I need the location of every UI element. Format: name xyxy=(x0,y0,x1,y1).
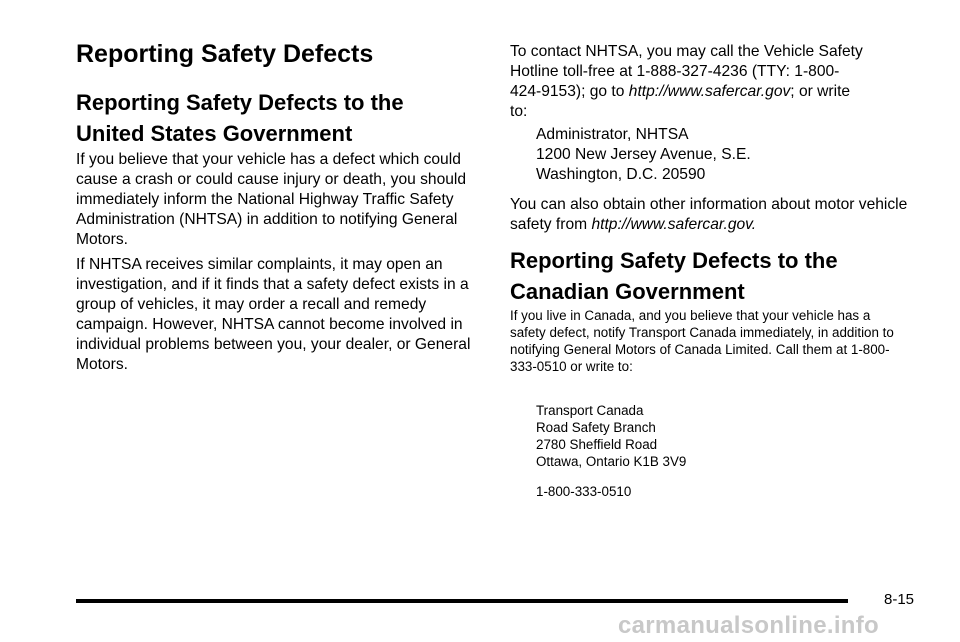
canada-para: If you live in Canada, and you believe that your vehicle has a safety defect, notify Transport Canada immediately, in addition to notifying General Motors of Canada Limited. Call them at 1-800-333-0510 or write to: xyxy=(510,308,894,374)
address-line: Transport Canada xyxy=(536,403,644,418)
watermark: carmanualsonline.info xyxy=(618,612,880,639)
page-number: 8-15 xyxy=(884,591,915,608)
us-heading-line1: Reporting Safety Defects to the xyxy=(76,90,404,115)
canada-address xyxy=(536,402,686,470)
canada-section-heading xyxy=(510,245,920,307)
more-info-text: You can also obtain other information about motor vehicle safety from xyxy=(510,196,908,233)
safercar-link[interactable]: http://www.safercar.gov xyxy=(628,83,791,100)
us-para-2: If NHTSA receives similar complaints, it may open an investigation, and if it finds that a safety defect exists in a group of vehicles, it may order a recall and remedy campaign. However, NHTSA cannot become involved in individual problems between you, your dealer, or General Motors. xyxy=(76,256,471,373)
address-line: Road Safety Branch xyxy=(536,420,656,435)
more-info-para xyxy=(510,195,920,235)
page-title: Reporting Safety Defects xyxy=(76,40,374,68)
nhtsa-address xyxy=(536,125,751,185)
address-line: Administrator, NHTSA xyxy=(536,126,689,143)
canada-heading-line1: Reporting Safety Defects to the xyxy=(510,248,838,273)
nhtsa-contact-tail: ; or write to: xyxy=(510,83,851,120)
address-line: 1200 New Jersey Avenue, S.E. xyxy=(536,146,751,163)
nhtsa-contact-intro: To contact NHTSA, you may call the Vehicle Safety Hotline toll-free at 1-888-327-4236 (TTY: 1-800-424-9153); go to xyxy=(510,43,863,100)
footer-rule xyxy=(76,599,848,603)
us-para-1: If you believe that your vehicle has a defect which could cause a crash or could cause injury or death, you should immediately inform the National Highway Traffic Safety Administration (NHTSA) in addition to notifying General Motors. xyxy=(76,151,467,248)
address-line: 2780 Sheffield Road xyxy=(536,437,658,452)
canada-para-wrap xyxy=(510,307,895,375)
canada-phone: 1-800-333-0510 xyxy=(536,484,632,499)
us-heading-line2: United States Government xyxy=(76,121,353,146)
address-line: Washington, D.C. 20590 xyxy=(536,166,706,183)
nhtsa-contact-para xyxy=(510,42,870,122)
safercar-link-2[interactable]: http://www.safercar.gov. xyxy=(591,216,757,233)
us-section-heading xyxy=(76,87,476,149)
canada-heading-line2: Canadian Government xyxy=(510,279,745,304)
address-line: Ottawa, Ontario K1B 3V9 xyxy=(536,454,687,469)
